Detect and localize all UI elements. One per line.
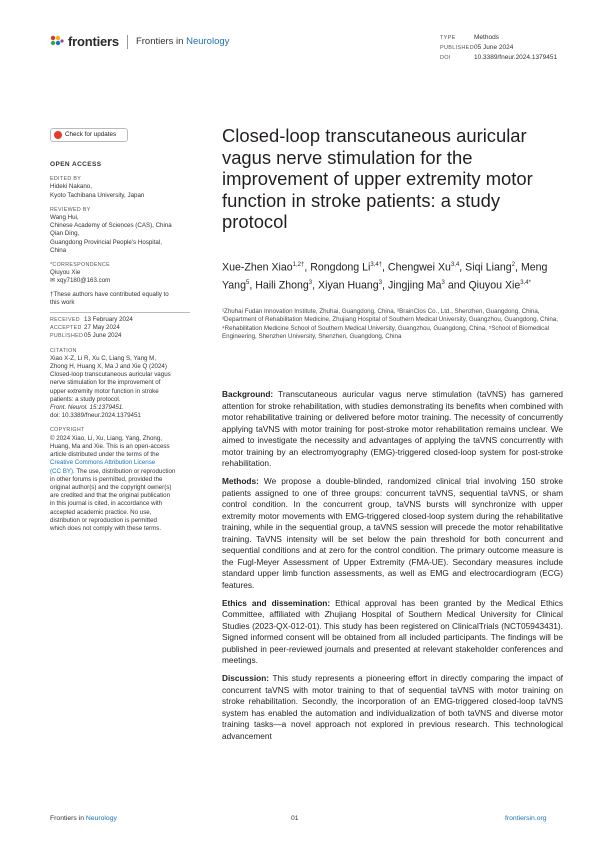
journal-name: Frontiers in Neurology (135, 36, 230, 47)
reviewed-by: Wang Hui, Chinese Academy of Sciences (CAS), China Qian Ding, Guangdong Provincial People's Hospital, China (50, 214, 172, 254)
author: Chengwei Xu (387, 261, 451, 274)
edited-by: Hideki Nakano, Kyoto Tachibana University, Japan (50, 183, 145, 199)
author: Meng Yang (222, 261, 548, 292)
sidebar (50, 128, 190, 533)
abstract-methods: Methods: We propose a double-blinded, randomized clinical trial involving 150 stroke patients assigned to one of three groups: concurrent taVNS, sequential taVNS, or sham control condition. In the concurrent group, taVNS bursts will synchronize with upper extremity motor movements with EMG-triggered closed-loop system during the rehabilitative training, while in the sequential group, a taVNS session will precede the motor rehabilitative training. TaVNS intensity will be set below the pain threshold for both concurrent and sequential conditions and at zero for the control condition. The primary outcome measure is the Fugl-Meyer Assessment of Upper Extremity (FMA-UE). Secondary measures include standard upper limb function assessments, as well as EMG and electrocardiogram (ECG) features. (222, 475, 563, 590)
author: Xue-Zhen Xiao (222, 261, 293, 274)
author: Haili Zhong (255, 279, 309, 292)
check-updates-icon (54, 131, 62, 139)
article-title: Closed-loop transcutaneous auricular vagus nerve stimulation for the improvement of upper extremity motor function in stroke patients: a study protocol (222, 125, 533, 233)
brand-divider (127, 35, 128, 49)
sidebar-divider (50, 312, 190, 313)
edited-by-label: EDITED BY (50, 176, 82, 183)
check-updates-button[interactable]: Check for updates (50, 128, 128, 142)
abstract-discussion: Discussion: This study represents a pioneering effort in directly comparing the impact of concurrent taVNS with motor training to that of sequential taVNS with motor training on stroke rehabilitation. Secondly, the incorporation of an EMG-triggered closed-loop taVNS system has enabled the automation and individualization of both taVNS and diverse motor training tasks—a novel approach not explored in previous research. This technological advancement (222, 672, 563, 741)
brand-header (50, 34, 229, 49)
open-access-label: OPEN ACCESS (50, 161, 102, 168)
author: Rongdong Li (310, 261, 371, 274)
published-date: 05 June 2024 (474, 44, 514, 51)
abstract-background: Background: Transcutaneous auricular vagus nerve stimulation (taVNS) has garnered attention for stroke rehabilitation, with studies demonstrating its benefits when combined with motor rehabilitative training or delivered before motor training. The necessity of concurrently applying taVNS with motor training for post-stroke motor rehabilitation remains unclear. We aimed to investigate the necessity and advantages of applying the taVNS concurrently with motor training by an electromyography (EMG)-triggered closed-loop system for post-stroke rehabilitation. (222, 389, 563, 469)
footer-site-link[interactable]: frontiersin.org (505, 815, 547, 822)
doi[interactable]: 10.3389/fneur.2024.1379451 (474, 54, 558, 61)
copyright: © 2024 Xiao, Li, Xu, Liang, Yang, Zhong, Huang, Ma and Xie. This is an open-access article distributed under the terms of the Creative Commons Attribution License (CC BY). The use, distribution or reproduction in other forums is permitted, provided the original author(s) and the copyright owner(s) are credited and that the original publication in this journal is cited, in accordance with accepted academic practice. No use, distribution or reproduction is permitted which does not comply with these terms. (50, 435, 190, 533)
license-link-short[interactable]: (CC BY). (50, 467, 75, 475)
citation: Xiao X-Z, Li R, Xu C, Liang S, Yang M, Zhong H, Huang X, Ma J and Xie Q (2024) Closed-loop transcutaneous auricular vagus nerve stimulation for the improvement of upper extremity motor function in stroke patients: a study protocol. Front. Neurol. 15:1379451. doi: 10.3389/fneur.2024.1379451 (50, 355, 190, 421)
copyright-label: COPYRIGHT (50, 427, 85, 434)
author: Qiuyou Xie (468, 279, 521, 292)
author-list: Xue-Zhen Xiao$^{1,2\dagger}$, Rongdong $Li^{3,4\dagger}$, Chengwei Xu$^{3,4}$, Siqi Liang$^2$, Meng Yang$^5$, Haili Zhong$^3$, Xiyan Huang$^3$, Jingjing Ma$^3$ and Qiuyou Xie$^{3,4*}$ (222, 261, 548, 292)
brand-name: frontiers (68, 34, 119, 49)
footer-journal: Frontiers in Neurology (50, 815, 117, 822)
frontiers-logo-icon (50, 35, 64, 49)
correspondence-label: *CORRESPONDENCE (50, 262, 110, 269)
abstract (222, 389, 563, 748)
article-type: Methods (474, 34, 499, 41)
license-link[interactable]: Creative Commons Attribution License (50, 459, 156, 467)
citation-label: CITATION (50, 347, 77, 354)
citation-doi[interactable]: doi: 10.3389/fneur.2024.1379451 (50, 412, 141, 420)
correspondence-email[interactable]: ✉ xqy7180@163.com (50, 277, 111, 285)
article-dates: RECEIVED 13 February 2024 ACCEPTED 27 May 2024 PUBLISHED05 June 2024 (50, 316, 133, 340)
reviewed-by-label: REVIEWED BY (50, 206, 91, 213)
page-number: 01 (291, 815, 299, 822)
affiliations: ¹Zhuhai Fudan Innovation Institute, Zhuhai, Guangdong, China, ²BrainClos Co., Ltd., Shenzhen, Guangdong, China, ³Department of Rehabilitation Medicine, Zhujiang Hospital of Southern Medical University, Guangzhou, Guangdong, China, ⁴Rehabilitation Medicine School of Southern Medical University, Guangzhou, Guangdong, China, ⁵School of Biomedical Engineering, Shenzhen University, Shenzhen, Guangdong, China (222, 308, 558, 341)
equal-contribution-note: †These authors have contributed equally to this work (50, 290, 169, 306)
author: Jingjing Ma (387, 279, 442, 292)
abstract-ethics: Ethics and dissemination: Ethical approval has been granted by the Medical Ethics Committee, affiliated with Zhujiang Hospital of Southern Medical University for Clinical Studies (2023-QX-012-01). This study has been registered on ClinicalTrials (NCT05943431). Signed informed consent will be obtained from all included participants. The findings will be published in peer-reviewed journals and presented at relevant stakeholder conferences and meetings. (222, 597, 564, 666)
correspondence: Qiuyou Xie ✉ xqy7180@163.com (50, 269, 190, 285)
author: Siqi Liang (465, 261, 512, 274)
author: Xiyan Huang (318, 279, 379, 292)
article-meta: TYPE Methods PUBLISHED05 June 2024 DOI 10.3389/fneur.2024.1379451 (440, 34, 558, 61)
